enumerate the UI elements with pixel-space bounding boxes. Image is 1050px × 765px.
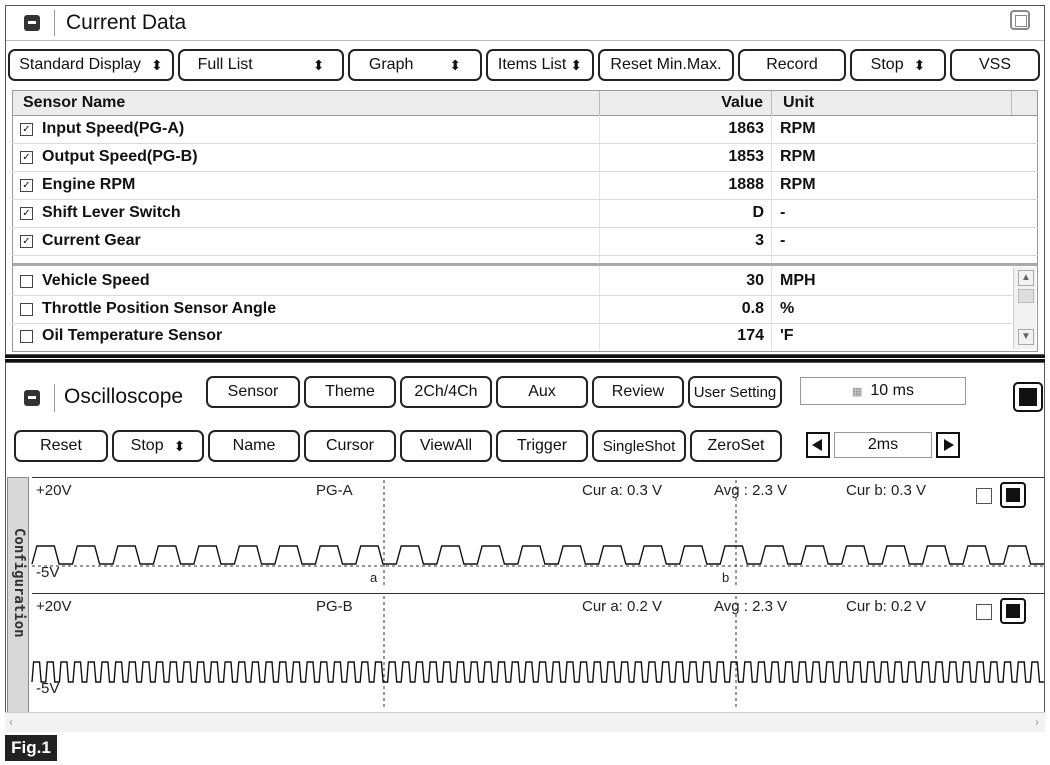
average-reading: Avg : 2.3 V [714, 598, 788, 615]
trigger-button[interactable]: Trigger [496, 430, 588, 462]
standard-display-select[interactable]: Standard Display ⬍ [8, 49, 174, 81]
title-divider [54, 10, 55, 36]
channel-bottom-label: -5V [36, 564, 60, 581]
header-value: Value [721, 94, 763, 111]
scroll-up-icon[interactable]: ▲ [1018, 270, 1034, 286]
zeroset-button[interactable]: ZeroSet [690, 430, 782, 462]
sensor-value: 1888 [728, 176, 764, 193]
sensor-unit: RPM [780, 148, 816, 165]
row-checkbox[interactable] [20, 275, 33, 288]
theme-button[interactable]: Theme [304, 376, 396, 408]
user-setting-button[interactable]: User Setting [688, 376, 782, 408]
stop-select[interactable]: Stop ⬍ [112, 430, 204, 462]
row-checkbox[interactable]: ✓ [20, 179, 33, 192]
figure-label: Fig.1 [5, 735, 57, 761]
channel-name: PG-B [316, 598, 353, 615]
sensor-name: Engine RPM [42, 176, 136, 193]
reset-minmax-button[interactable]: Reset Min.Max. [598, 49, 734, 81]
table-row[interactable] [12, 116, 1038, 144]
channels-button[interactable]: 2Ch/4Ch [400, 376, 492, 408]
review-button[interactable]: Review [592, 376, 684, 408]
oscilloscope-title: Oscilloscope [64, 385, 184, 408]
scope-channel-b[interactable] [32, 593, 1044, 710]
row-checkbox[interactable] [20, 303, 33, 316]
stop-indicator-icon[interactable] [1013, 382, 1043, 412]
header-sensor-name: Sensor Name [23, 94, 126, 111]
record-button[interactable]: Record [738, 49, 846, 81]
cursor-b-reading: Cur b: 0.3 V [846, 482, 927, 499]
vss-button[interactable]: VSS [950, 49, 1040, 81]
scroll-down-icon[interactable]: ▼ [1018, 329, 1034, 345]
channel-bottom-label: -5V [36, 680, 60, 697]
time-div-next-icon[interactable] [936, 432, 960, 458]
sensor-unit: % [780, 300, 795, 317]
table-row[interactable] [12, 268, 1012, 296]
row-checkbox[interactable] [20, 330, 33, 343]
time-display-value: 10 ms [870, 382, 914, 399]
sensor-value: 1853 [728, 148, 764, 165]
sensor-name: Oil Temperature Sensor [42, 327, 223, 344]
group-separator [13, 263, 1037, 266]
waveform-b [32, 594, 1044, 710]
row-checkbox[interactable]: ✓ [20, 151, 33, 164]
row-checkbox[interactable]: ✓ [20, 207, 33, 220]
sensor-value: 30 [746, 272, 764, 289]
sensor-name: Throttle Position Sensor Angle [42, 300, 277, 317]
sensor-name: Shift Lever Switch [42, 204, 181, 221]
header-unit: Unit [783, 94, 815, 111]
items-list-select[interactable]: Items List ⬍ [486, 49, 594, 81]
table-header-row [13, 91, 1037, 116]
cursor-button[interactable]: Cursor [304, 430, 396, 462]
table-scrollbar[interactable] [1013, 267, 1036, 349]
sensor-unit: RPM [780, 176, 816, 193]
row-checkbox[interactable]: ✓ [20, 235, 33, 248]
stop-select[interactable]: Stop ⬍ [850, 49, 946, 81]
cursor-b-marker: b [722, 570, 730, 585]
row-checkbox[interactable]: ✓ [20, 123, 33, 136]
scroll-left-icon[interactable]: ‹ [9, 715, 13, 729]
cursor-a-reading: Cur a: 0.2 V [582, 598, 663, 615]
maximize-icon[interactable] [1010, 10, 1030, 30]
singleshot-button[interactable]: SingleShot [592, 430, 686, 462]
current-data-title: Current Data [66, 11, 187, 34]
title-divider [54, 384, 55, 412]
sensor-unit: - [780, 204, 786, 221]
sensor-name: Vehicle Speed [42, 272, 150, 289]
table-row[interactable] [12, 323, 1012, 350]
reset-button[interactable]: Reset [14, 430, 108, 462]
graph-select[interactable]: Graph ⬍ [348, 49, 482, 81]
sensor-unit: MPH [780, 272, 816, 289]
waveform-b-trace [32, 662, 1044, 682]
sensor-button[interactable]: Sensor [206, 376, 300, 408]
sensor-value: 174 [737, 327, 764, 344]
scroll-thumb[interactable] [1018, 289, 1034, 303]
sensor-unit: - [780, 232, 786, 249]
sensor-name: Input Speed(PG-A) [42, 120, 185, 137]
cursor-b-reading: Cur b: 0.2 V [846, 598, 927, 615]
table-row[interactable] [12, 200, 1038, 228]
sensor-value: 3 [755, 232, 764, 249]
sensor-unit: 'F [780, 327, 794, 344]
sensor-value: 0.8 [741, 300, 764, 317]
table-row[interactable] [12, 172, 1038, 200]
sensor-value: D [752, 204, 764, 221]
sensor-value: 1863 [728, 120, 764, 137]
time-scale-icon: ▦ [852, 385, 863, 398]
average-reading: Avg : 2.3 V [714, 482, 788, 499]
sensor-unit: RPM [780, 120, 816, 137]
scroll-right-icon[interactable]: › [1035, 715, 1039, 729]
configuration-tab-label: Configuration [11, 528, 27, 638]
cursor-a-reading: Cur a: 0.3 V [582, 482, 663, 499]
scope-channel-a[interactable] [32, 477, 1044, 594]
sensor-name: Output Speed(PG-B) [42, 148, 198, 165]
viewall-button[interactable]: ViewAll [400, 430, 492, 462]
aux-button[interactable]: Aux [496, 376, 588, 408]
table-row[interactable] [12, 228, 1038, 256]
collapse-current-data-icon[interactable] [24, 15, 40, 31]
channel-top-label: +20V [36, 598, 72, 615]
waveform-a-trace [32, 546, 1044, 564]
channel-name: PG-A [316, 482, 353, 499]
collapse-oscilloscope-icon[interactable] [24, 390, 40, 406]
cursor-a-marker: a [370, 570, 378, 585]
horizontal-scrollbar[interactable] [5, 712, 1045, 732]
sensor-name: Current Gear [42, 232, 141, 249]
name-button[interactable]: Name [208, 430, 300, 462]
channel-top-label: +20V [36, 482, 72, 499]
toolbar-separator [6, 40, 1044, 41]
section-splitter[interactable] [5, 355, 1045, 362]
time-display [800, 377, 966, 405]
waveform-a [32, 478, 1044, 594]
time-div-value: 2ms [834, 432, 932, 458]
table-row[interactable] [12, 144, 1038, 172]
table-row[interactable] [12, 296, 1012, 324]
time-div-prev-icon[interactable] [806, 432, 830, 458]
configuration-tab[interactable] [7, 477, 29, 713]
full-list-select[interactable]: Full List ⬍ [178, 49, 344, 81]
